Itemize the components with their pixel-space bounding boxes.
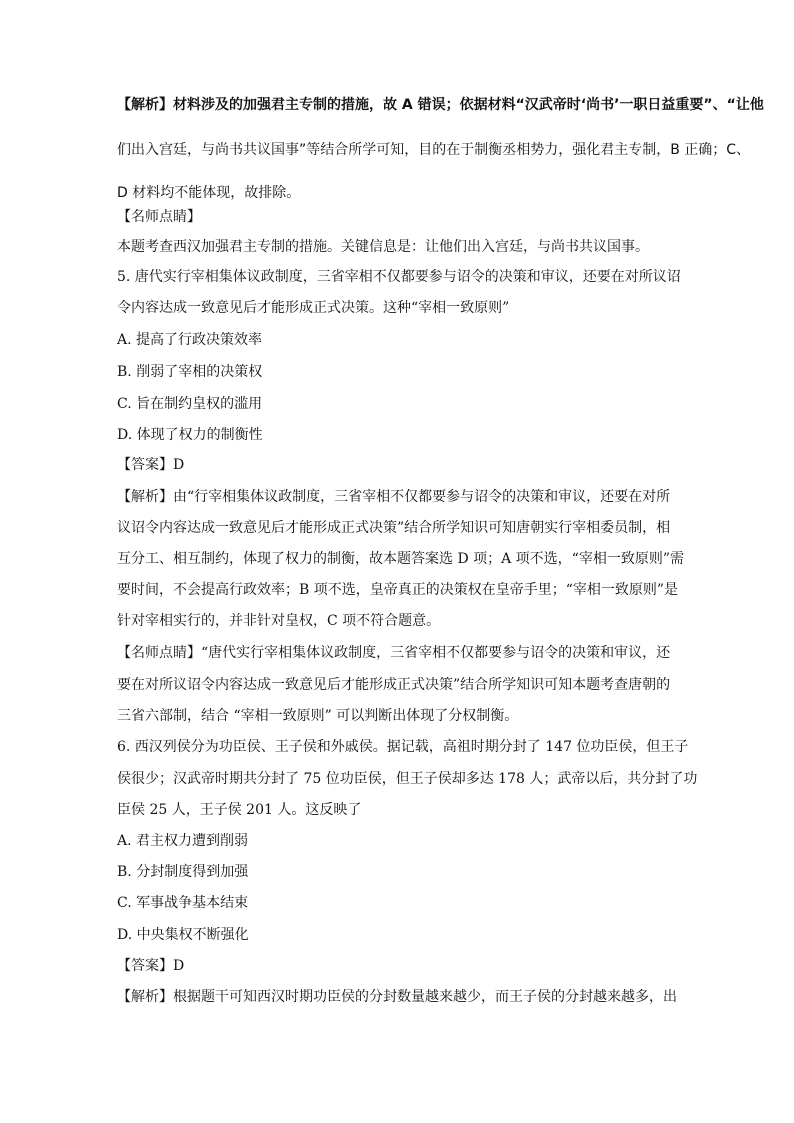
text-line: 5. 唐代实行宰相集体议政制度，三省宰相不仅都要参与诏令的决策和审议，还要在对所议诏 (117, 269, 681, 285)
text-line: 臣侯 25 人，王子侯 201 人。这反映了 (117, 802, 362, 818)
text-line: A. 君主权力遭到削弱 (117, 833, 249, 849)
text-line: 要在对所议诏令内容达成一致意见后才能形成正式决策”结合所学知识可知本题考查唐朝的 (117, 677, 671, 693)
text-line: D. 体现了权力的制衡性 (117, 427, 263, 443)
text-line: 议诏令内容达成一致意见后才能形成正式决策”结合所学知识可知唐朝实行宰相委员制，相 (117, 520, 671, 536)
text-line: 【解析】由“行宰相集体议政制度，三省宰相不仅都要参与诏令的决策和审议，还要在对所 (117, 489, 671, 505)
text-line: 【名师点睛】 (117, 209, 201, 225)
text-line: 【答案】D (117, 958, 185, 974)
text-line: D. 中央集权不断强化 (117, 927, 249, 943)
text-line: 们出入宫廷，与尚书共议国事”等结合所学可知，目的在于制衡丞相势力，强化君主专制，B 正确；C、 (117, 142, 751, 158)
text-line: 针对宰相实行的，并非针对皇权，C 项不符合题意。 (117, 613, 441, 629)
text-line: B. 分封制度得到加强 (117, 864, 249, 880)
text-line: 【解析】根据题干可知西汉时期功臣侯的分封数量越来越少，而王子侯的分封越来越多，出 (117, 989, 677, 1005)
text-line: 三省六部制，结合 “宰相一致原则” 可以判断出体现了分权制衡。 (117, 708, 519, 724)
text-line: 侯很少；汉武帝时期共分封了 75 位功臣侯，但王子侯却多达 178 人；武帝以后，共分封了功 (117, 771, 698, 787)
text-line: 互分工、相互制约，体现了权力的制衡，故本题答案选 D 项；A 项不选，“宰相一致原则”需 (117, 551, 684, 567)
text-line: 令内容达成一致意见后才能形成正式决策。这种“宰相一致原则” (117, 300, 510, 316)
text-line: C. 军事战争基本结束 (117, 895, 249, 911)
text-line: D 材料均不能体现，故排除。 (117, 185, 301, 201)
text-line: C. 旨在制约皇权的滥用 (117, 396, 263, 412)
text-line: 要时间，不会提高行政效率；B 项不选，皇帝真正的决策权在皇帝手里；“宰相一致原则”是 (117, 582, 679, 598)
text-line: 本题考查西汉加强君主专制的措施。关键信息是：让他们出入宫廷，与尚书共议国事。 (117, 239, 649, 255)
text-line: A. 提高了行政决策效率 (117, 332, 263, 348)
text-line: B. 削弱了宰相的决策权 (117, 364, 263, 380)
text-line: 6. 西汉列侯分为功臣侯、王子侯和外戚侯。据记载，高祖时期分封了 147 位功臣侯，但王子 (117, 739, 689, 755)
text-line: 【解析】材料涉及的加强君主专制的措施，故 A 错误；依据材料“汉武帝时‘尚书’一职日益重要”、“让他 (117, 97, 764, 113)
text-line: 【名师点睛】“唐代实行宰相集体议政制度，三省宰相不仅都要参与诏令的决策和审议，还 (117, 645, 671, 661)
text-line: 【答案】D (117, 457, 185, 473)
